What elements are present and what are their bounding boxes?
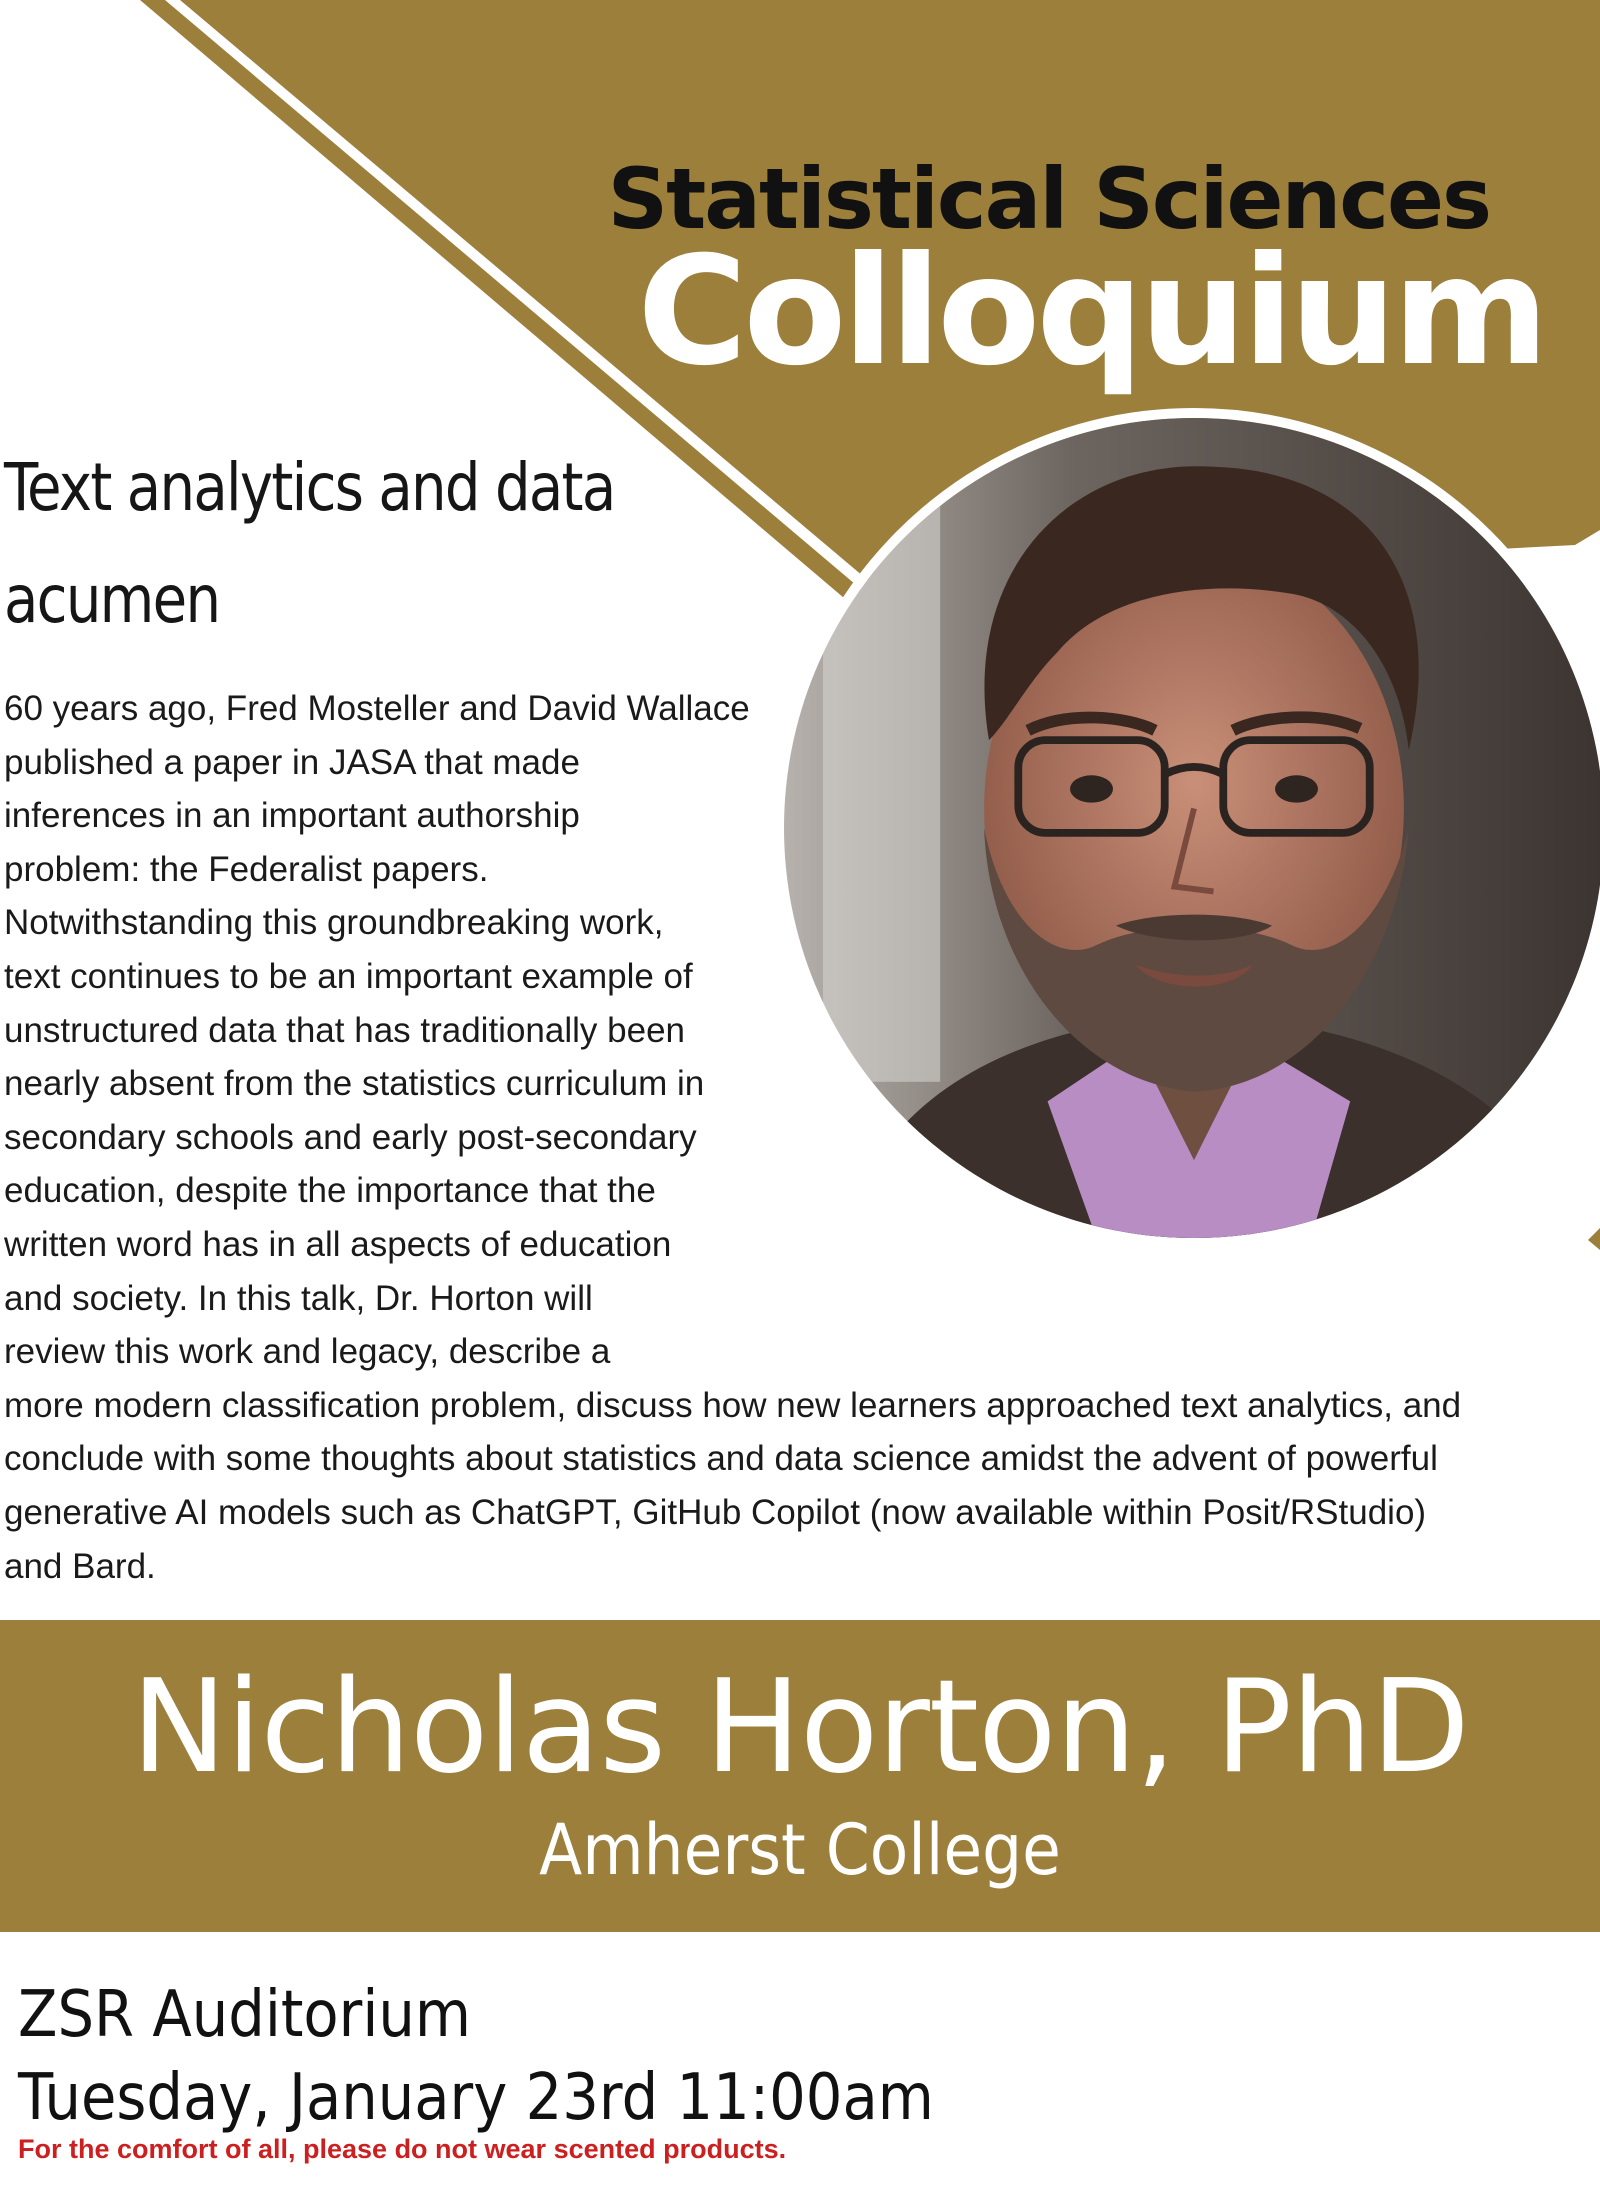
speaker-name: Nicholas Horton, PhD (131, 1653, 1469, 1802)
speaker-affiliation: Amherst College (539, 1809, 1061, 1891)
talk-title: Text analytics and data acumen (4, 449, 615, 638)
fragrance-notice: For the comfort of all, please do not wear scented products. (18, 2134, 787, 2164)
event-location: ZSR Auditorium (18, 1978, 471, 2052)
speaker-photo (774, 408, 1600, 1248)
speaker-portrait-image (784, 418, 1600, 1238)
colloquium-series-label: Statistical Sciences (607, 150, 1490, 248)
right-edge-accent (1588, 1228, 1600, 1250)
abstract-text: 60 years ago, Fred Mosteller and David Wallace published a paper in JASA that made inferences in an important authorship problem: the Federalist papers. Notwithstanding this groundbreaking work, text continues to be an important example of unstructured data that has traditionally been nearly absent from the statistics curriculum in secondary schools and early post-secondary education, despite the importance that the written word has in all aspects of education and society. In this talk, Dr. Horton will review this work and legacy, describe a more modern classification problem, discuss how new learners approached text analytics, and conclude with some thoughts about statistics and data science amidst the advent of powerful generative AI models such as ChatGPT, GitHub Copilot (now available within Posit/RStudio) and Bard. (4, 689, 1462, 1586)
colloquium-title: Colloquium (637, 225, 1545, 399)
event-datetime: Tuesday, January 23rd 11:00am (18, 2061, 934, 2135)
